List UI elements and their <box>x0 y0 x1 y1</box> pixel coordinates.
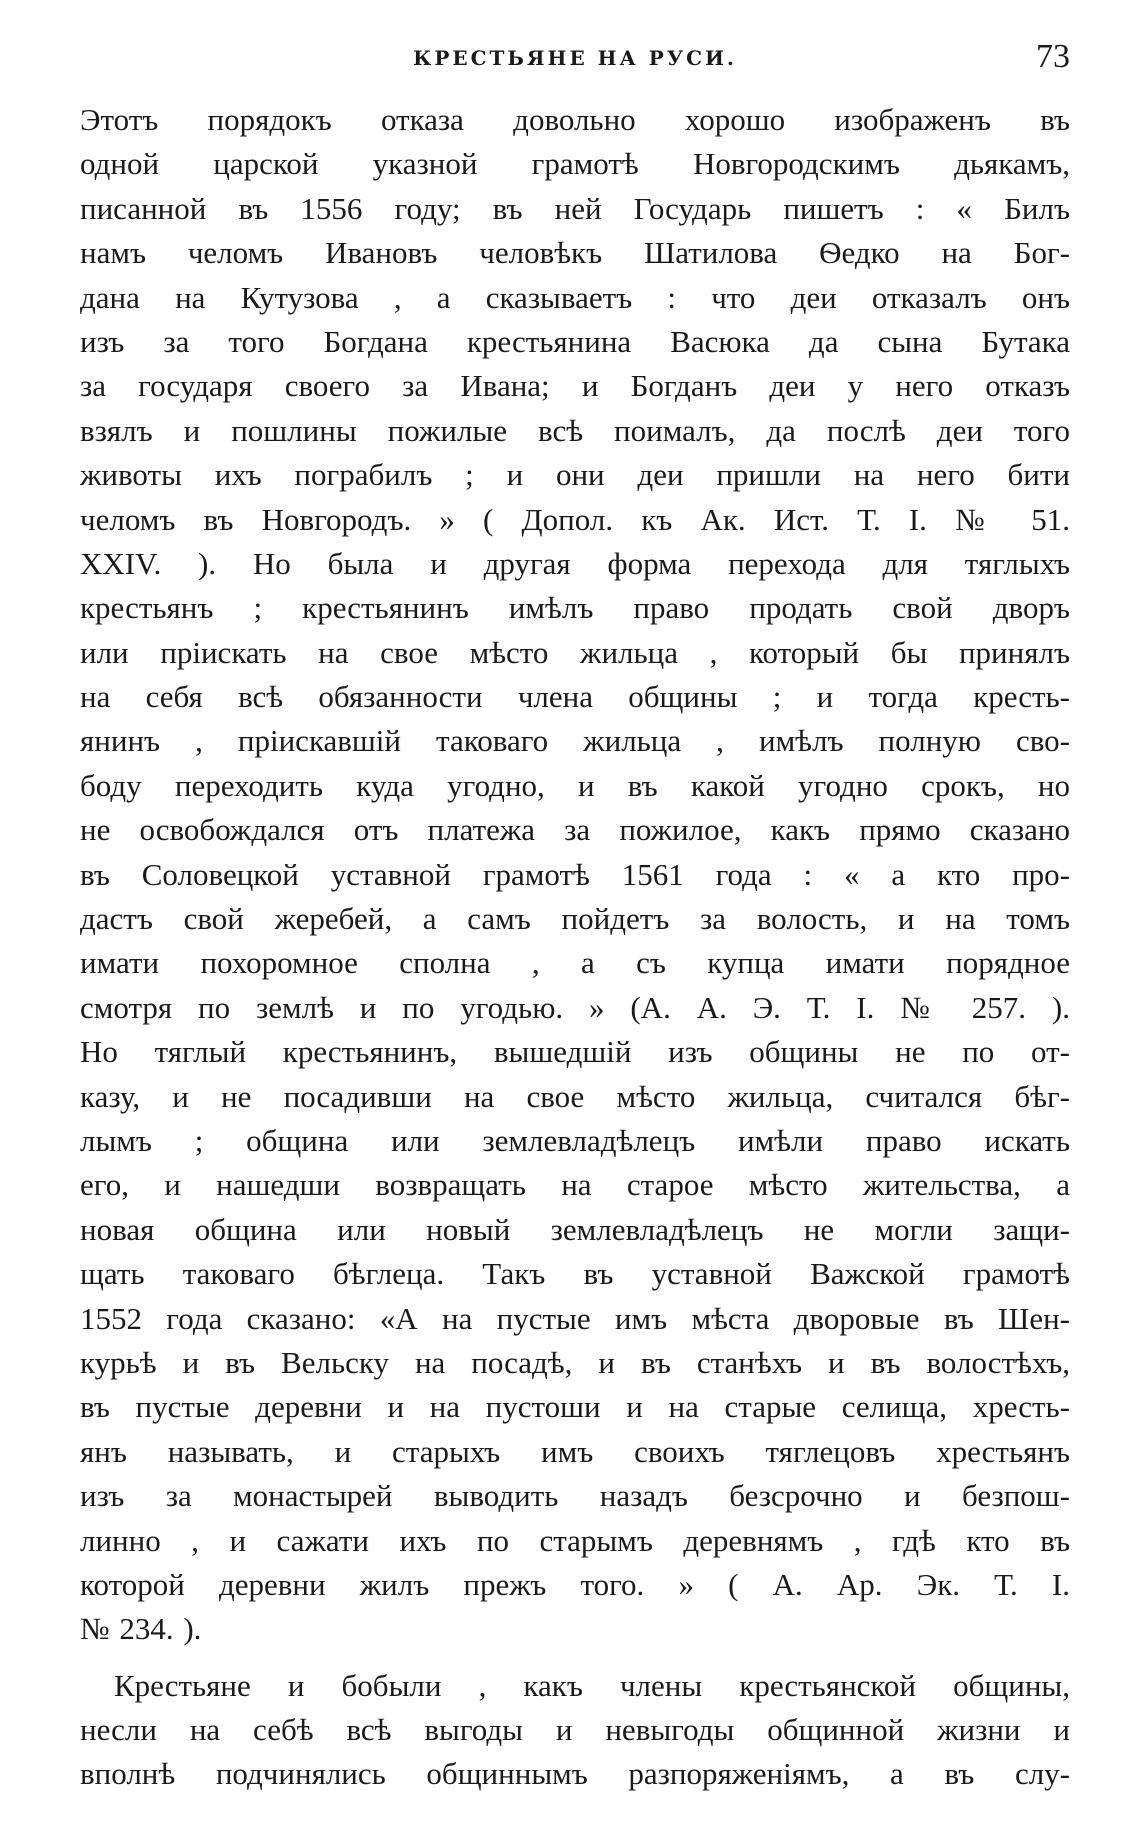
text-line: Но тяглый крестьянинъ, вышедшій изъ общины не по от- <box>80 1034 1070 1070</box>
text-line: за государя своего за Ивана; и Богданъ деи у него отказъ <box>80 368 1070 404</box>
text-line: животы ихъ пограбилъ ; и они деи пришли на него бити <box>80 457 1070 493</box>
text-line: взялъ и пошлины пожилые всѣ поималъ, да послѣ деи того <box>80 412 1070 448</box>
text-line: дастъ свой жеребей, а самъ пойдетъ за волость, и на томъ <box>80 901 1070 937</box>
text-line: челомъ въ Новгородъ. » ( Допол. къ Ак. Ист. Т. I. № 51. <box>80 501 1070 537</box>
text-line: на себя всѣ обязанности члена общины ; и тогда кресть- <box>80 679 1070 715</box>
text-line: № 234. ). <box>80 1611 202 1647</box>
page-header <box>80 38 1070 78</box>
text-line: лымъ ; община или землевладѣлецъ имѣли право искать <box>80 1122 1070 1158</box>
paragraph-1 <box>80 98 1070 1652</box>
text-line: изъ за монастырей выводить назадъ безсрочно и безпош- <box>80 1478 1070 1514</box>
text-line: имати похоромное сполна , а съ купца имати порядное <box>80 945 1070 981</box>
text-line: писанной въ 1556 году; въ ней Государь пишетъ : « Билъ <box>80 190 1070 226</box>
page-number: 73 <box>1036 38 1070 75</box>
text-line: несли на себѣ всѣ выгоды и невыгоды общинной жизни и <box>80 1712 1070 1748</box>
text-line: намъ челомъ Ивановъ человѣкъ Шатилова Ѳедко на Бог- <box>80 235 1070 271</box>
text-line: Этотъ порядокъ отказа довольно хорошо изображенъ въ <box>80 102 1070 137</box>
text-line: крестьянъ ; крестьянинъ имѣлъ право продать свой дворъ <box>80 590 1070 626</box>
body-text <box>80 98 1070 1797</box>
text-line: новая община или новый землевладѣлецъ не могли защи- <box>80 1211 1070 1247</box>
text-line: его, и нашедши возвращать на старое мѣсто жительства, а <box>80 1167 1070 1203</box>
text-line: казу, и не посадивши на свое мѣсто жильца, считался бѣг- <box>80 1078 1070 1114</box>
text-line: курьѣ и въ Вельску на посадѣ, и въ станѣхъ и въ волостѣхъ, <box>80 1344 1070 1380</box>
text-line: изъ за того Богдана крестьянина Васюка да сына Бутака <box>80 323 1070 359</box>
text-line: линно , и сажати ихъ по старымъ деревнямъ , гдѣ кто въ <box>80 1522 1070 1558</box>
text-line: въ пустые деревни и на пустоши и на старые селища, хресть- <box>80 1389 1070 1425</box>
text-line: которой деревни жилъ прежъ того. » ( А. Ар. Эк. Т. I. <box>80 1566 1070 1602</box>
text-line: щать таковаго бѣглеца. Такъ въ уставной Важской грамотѣ <box>80 1256 1070 1292</box>
text-line: XXIV. ). Но была и другая форма перехода для тяглыхъ <box>80 545 1070 581</box>
text-line: Крестьяне и бобыли , какъ члены крестьянской общины, <box>114 1667 1070 1703</box>
paragraph-2 <box>80 1664 1070 1797</box>
text-line: янъ называть, и старыхъ имъ своихъ тяглецовъ хрестьянъ <box>80 1433 1070 1469</box>
text-line: одной царской указной грамотѣ Новгородскимъ дьякамъ, <box>80 146 1070 182</box>
text-line: вполнѣ подчинялись общиннымъ разпоряженіямъ, а въ слу- <box>80 1756 1070 1792</box>
text-line: въ Соловецкой уставной грамотѣ 1561 года : « а кто про- <box>80 856 1070 892</box>
paragraph-gap <box>80 1652 1070 1664</box>
text-line: не освобождался отъ платежа за пожилое, какъ прямо сказано <box>80 812 1070 848</box>
text-line: смотря по землѣ и по угодью. » (А. А. Э. Т. I. № 257. ). <box>80 989 1070 1025</box>
text-line: янинъ , пріискавшій таковаго жильца , имѣлъ полную сво- <box>80 723 1070 759</box>
text-line: 1552 года сказано: «А на пустые имъ мѣста дворовые въ Шен- <box>80 1300 1070 1336</box>
text-line: дана на Кутузова , а сказываетъ : что деи отказалъ онъ <box>80 279 1070 315</box>
text-line: боду переходить куда угодно, и въ какой угодно срокъ, но <box>80 767 1070 803</box>
text-line: или пріискать на свое мѣсто жильца , который бы принялъ <box>80 634 1070 670</box>
running-head: КРЕСТЬЯНЕ НА РУСИ. <box>413 46 737 70</box>
